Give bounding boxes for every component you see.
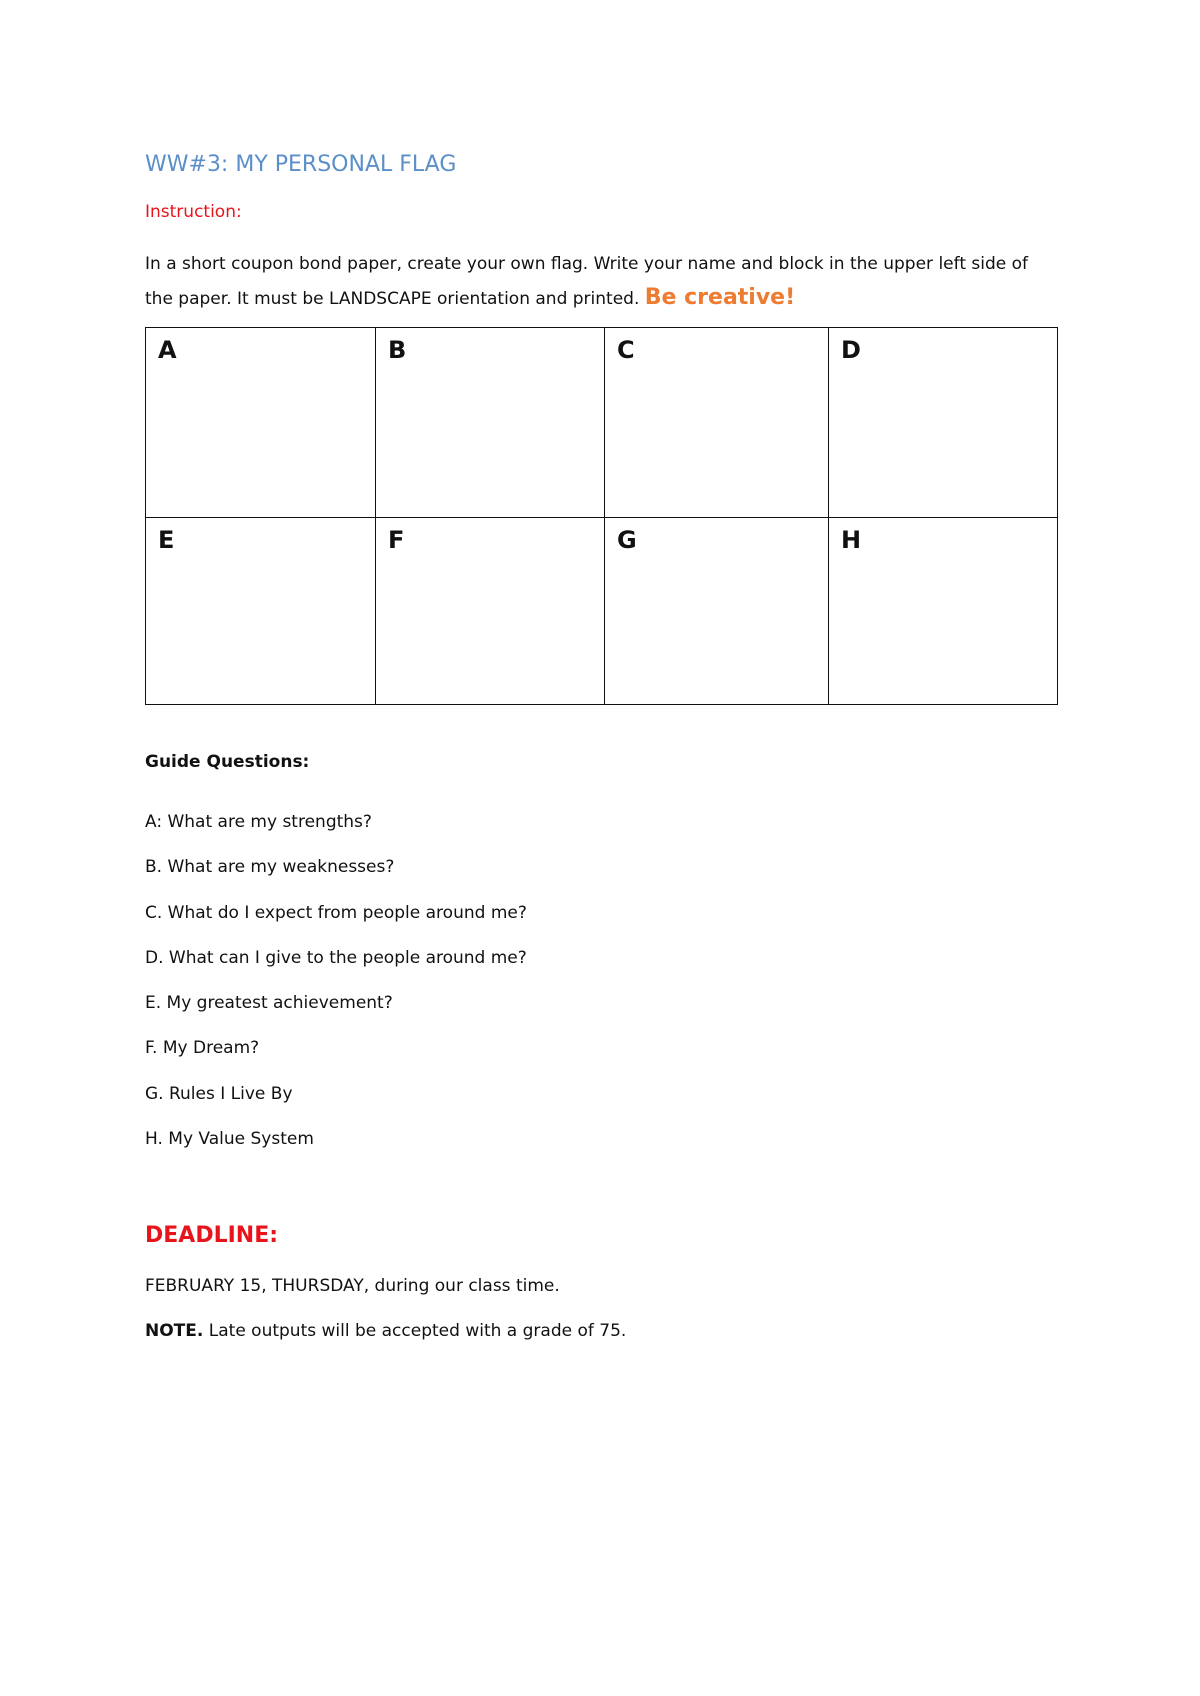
- deadline-heading: DEADLINE:: [145, 1223, 279, 1248]
- be-creative-emphasis: Be creative!: [644, 285, 796, 310]
- instruction-text: In a short coupon bond paper, create your own flag. Write your name and block in the upper left side of the paper. It must be LANDSCAPE orientation and printed.: [145, 254, 1029, 309]
- guide-questions-heading: Guide Questions:: [145, 752, 310, 772]
- grid-cell-e: E: [146, 518, 376, 705]
- grid-cell-a: A: [146, 328, 376, 518]
- instruction-label: Instruction:: [145, 202, 242, 222]
- question-item: A: What are my strengths?: [145, 812, 372, 832]
- question-item: F. My Dream?: [145, 1038, 260, 1059]
- instruction-paragraph: [145, 247, 1045, 316]
- note-label: NOTE.: [145, 1321, 204, 1341]
- flag-grid: [145, 327, 1058, 705]
- guide-questions-list: [145, 810, 527, 1172]
- deadline-text: FEBRUARY 15, THURSDAY, during our class time.: [145, 1276, 560, 1296]
- question-item: C. What do I expect from people around me?: [145, 902, 527, 923]
- grid-cell-h: H: [829, 518, 1058, 705]
- question-item: D. What can I give to the people around me?: [145, 947, 527, 968]
- note-line: [145, 1321, 626, 1341]
- question-item: G. Rules I Live By: [145, 1083, 293, 1104]
- grid-cell-b: B: [376, 328, 605, 518]
- note-text: Late outputs will be accepted with a grade of 75.: [203, 1321, 627, 1341]
- grid-cell-g: G: [605, 518, 829, 705]
- grid-cell-c: C: [605, 328, 829, 518]
- grid-cell-d: D: [829, 328, 1058, 518]
- question-item: E. My greatest achievement?: [145, 993, 393, 1014]
- question-item: B. What are my weaknesses?: [145, 857, 395, 878]
- question-item: H. My Value System: [145, 1129, 314, 1150]
- grid-row: [146, 328, 1058, 518]
- grid-cell-f: F: [376, 518, 605, 705]
- page-title: WW#3: MY PERSONAL FLAG: [145, 152, 457, 177]
- grid-row: [146, 518, 1058, 705]
